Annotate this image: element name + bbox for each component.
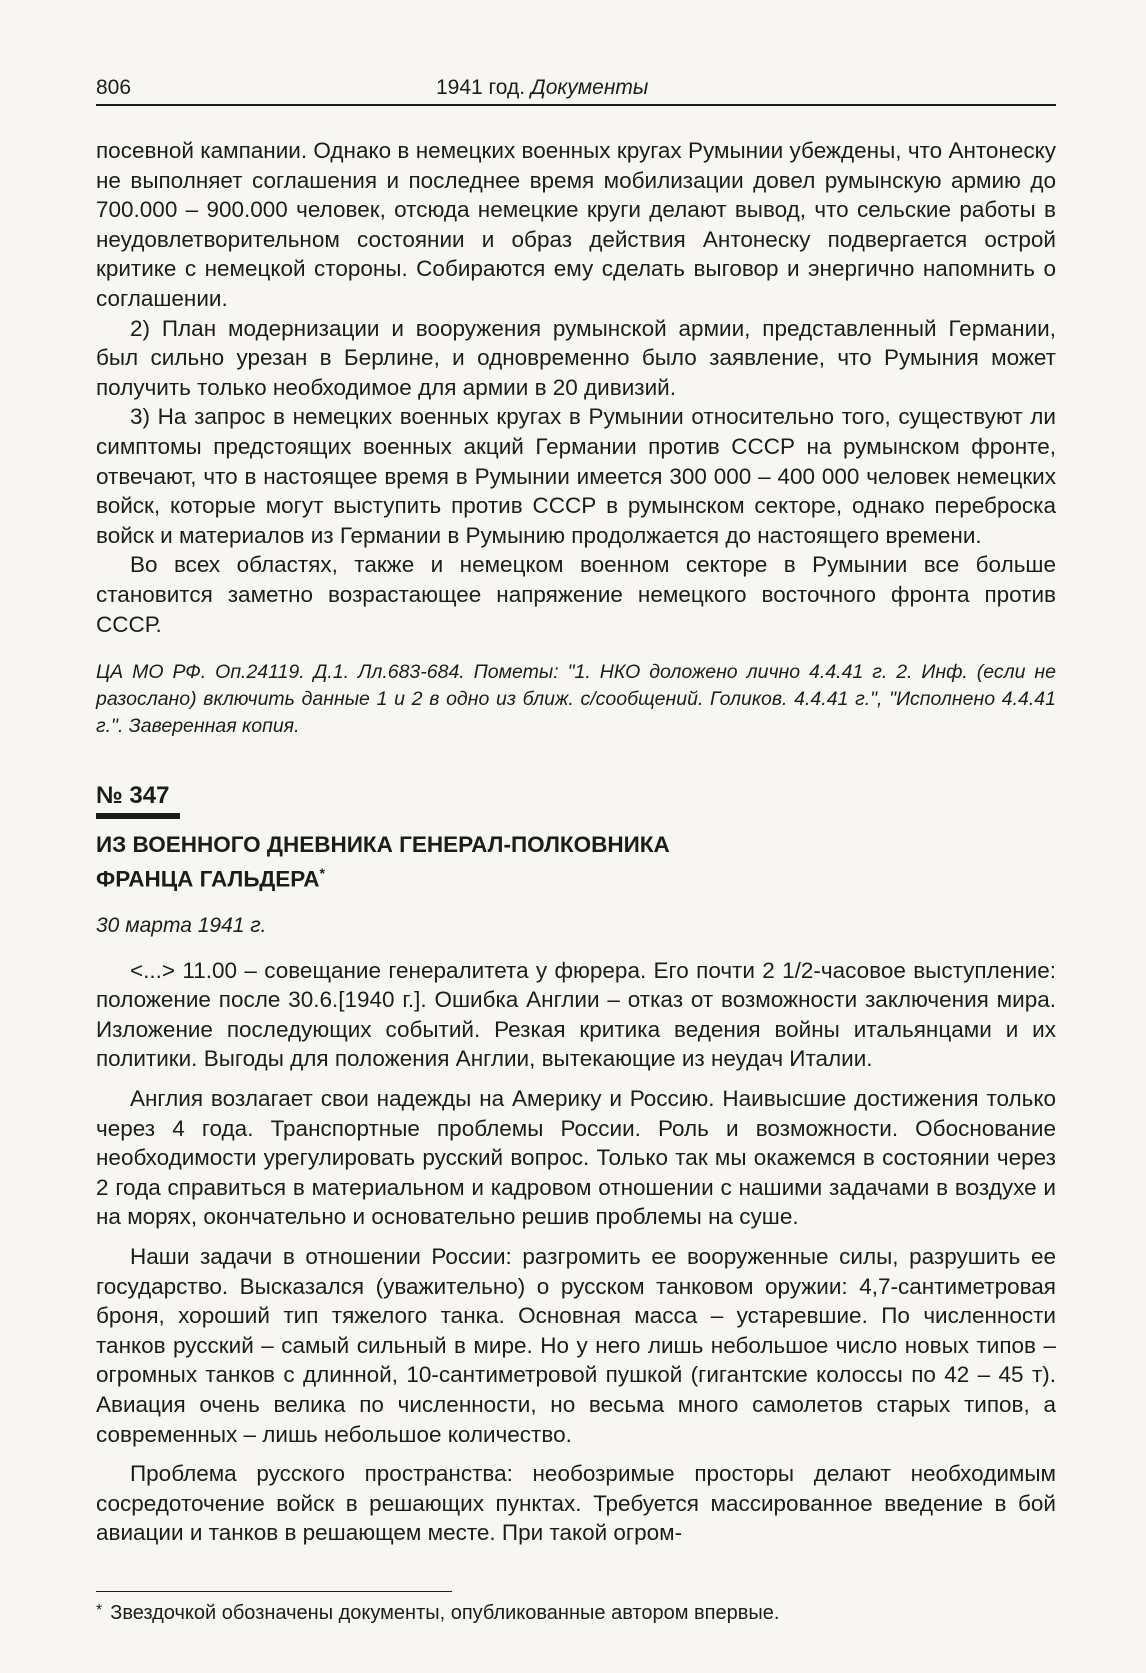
archive-source-note: ЦА МО РФ. Оп.24119. Д.1. Лл.683-684. Пометы: "1. НКО доложено лично 4.4.41 г. 2. Инф. (если не разослано) включить данные 1 и 2 в одно из ближ. с/сообщений. Голиков. 4.4.41 г.", "Исполнено 4.4.41 г.". Заверенная копия. — [96, 661, 1056, 738]
document-title — [96, 831, 1056, 894]
paragraph: Во всех областях, также и немецком военном секторе в Румынии все больше становится заметно возрастающее напряжение немецкого восточного фронта против СССР. — [96, 552, 1056, 637]
continuation-text — [96, 136, 1056, 639]
running-title — [436, 76, 648, 100]
paragraph: 2) План модернизации и вооружения румынской армии, представленный Германии, был сильно урезан в Берлине, и одновременно было заявление, что Румыния может получить только необходимое для армии в 20 дивизий. — [96, 315, 1056, 400]
running-title-year: 1941 год. — [436, 76, 526, 99]
first-publication-mark: * — [319, 865, 325, 882]
running-title-rest: Документы — [530, 76, 649, 99]
paragraph: <...> 11.00 – совещание генералитета у фюрера. Его почти 2 1/2-часовое выступление: положение после 30.6.[1940 г.]. Ошибка Англии – отказ от возможности заключения мира. Изложение последующих событий. Резкая критика ведения войны итальянцами и их политики. Выгоды для положения Англии, вытекающие из неудач Италии. — [96, 957, 1056, 1072]
document-title-line2: ФРАНЦА ГАЛЬДЕРА — [96, 866, 320, 892]
footnote — [96, 1602, 1056, 1625]
document-date: 30 марта 1941 г. — [96, 913, 267, 937]
paragraph: Англия возлагает свои надежды на Америку и Россию. Наивысшие достижения только через 4 года. Транспортные проблемы России. Роль и возможности. Обоснование необходимости урегулировать русский вопрос. Только так мы окажемся в состоянии через 2 года справиться в материальном и кадровом отношении с нашими задачами в воздухе и на морях, окончательно и основательно решив проблемы на суше. — [96, 1085, 1056, 1230]
page-number: 806 — [96, 76, 132, 99]
diary-text — [96, 956, 1056, 1548]
paragraph: 3) На запрос в немецких военных кругах в Румынии относительно того, существуют ли симптомы предстоящих военных акций Германии против СССР на румынском фронте, отвечают, что в настоящее время в Румынии имеется 300 000 – 400 000 человек немецких войск, которые могут выступить против СССР в румынском секторе, однако переброска войск и материалов из Германии в Румынию продолжается до настоящего времени. — [96, 404, 1056, 548]
paragraph: посевной кампании. Однако в немецких военных кругах Румынии убеждены, что Антонеску не выполняет соглашения и последнее время мобилизации довел румынскую армию до 700.000 – 900.000 человек, отсюда немецкие круги делают вывод, что сельские работы в неудовлетворительном состоянии и образ действия Антонеску подвергается острой критике с немецкой стороны. Собираются ему сделать выговор и энергично напомнить о соглашении. — [96, 138, 1056, 311]
paragraph: Наши задачи в отношении России: разгромить ее вооруженные силы, разрушить ее государство. Высказался (уважительно) о русском танковом оружии: 4,7-сантиметровая броня, хороший тип тяжелого танка. Основная масса – устаревшие. По численности танков русский – самый сильный в мире. Но у него лишь небольшое число новых типов – огромных танков с длинной, 10-сантиметровой пушкой (гигантские колоссы по 42 – 45 т). Авиация очень велика по численности, но весьма много самолетов старых типов, а современных – лишь небольшое количество. — [96, 1243, 1056, 1447]
document-number-bar — [96, 813, 180, 819]
page — [96, 74, 1056, 1558]
footnote-divider — [96, 1591, 452, 1592]
document-title-line1: ИЗ ВОЕННОГО ДНЕВНИКА ГЕНЕРАЛ-ПОЛКОВНИКА — [96, 832, 670, 858]
document-number: № 347 — [96, 782, 170, 810]
running-header — [96, 74, 1056, 106]
paragraph: Проблема русского пространства: необозримые просторы делают необходимым сосредоточение войск в решающих пунктах. Требуется массированное введение в бой авиации и танков в решающем месте. При такой огром- — [96, 1461, 1056, 1546]
footnote-mark: * — [96, 1602, 103, 1619]
footnote-text: Звездочкой обозначены документы, опубликованные автором впервые. — [110, 1602, 780, 1624]
